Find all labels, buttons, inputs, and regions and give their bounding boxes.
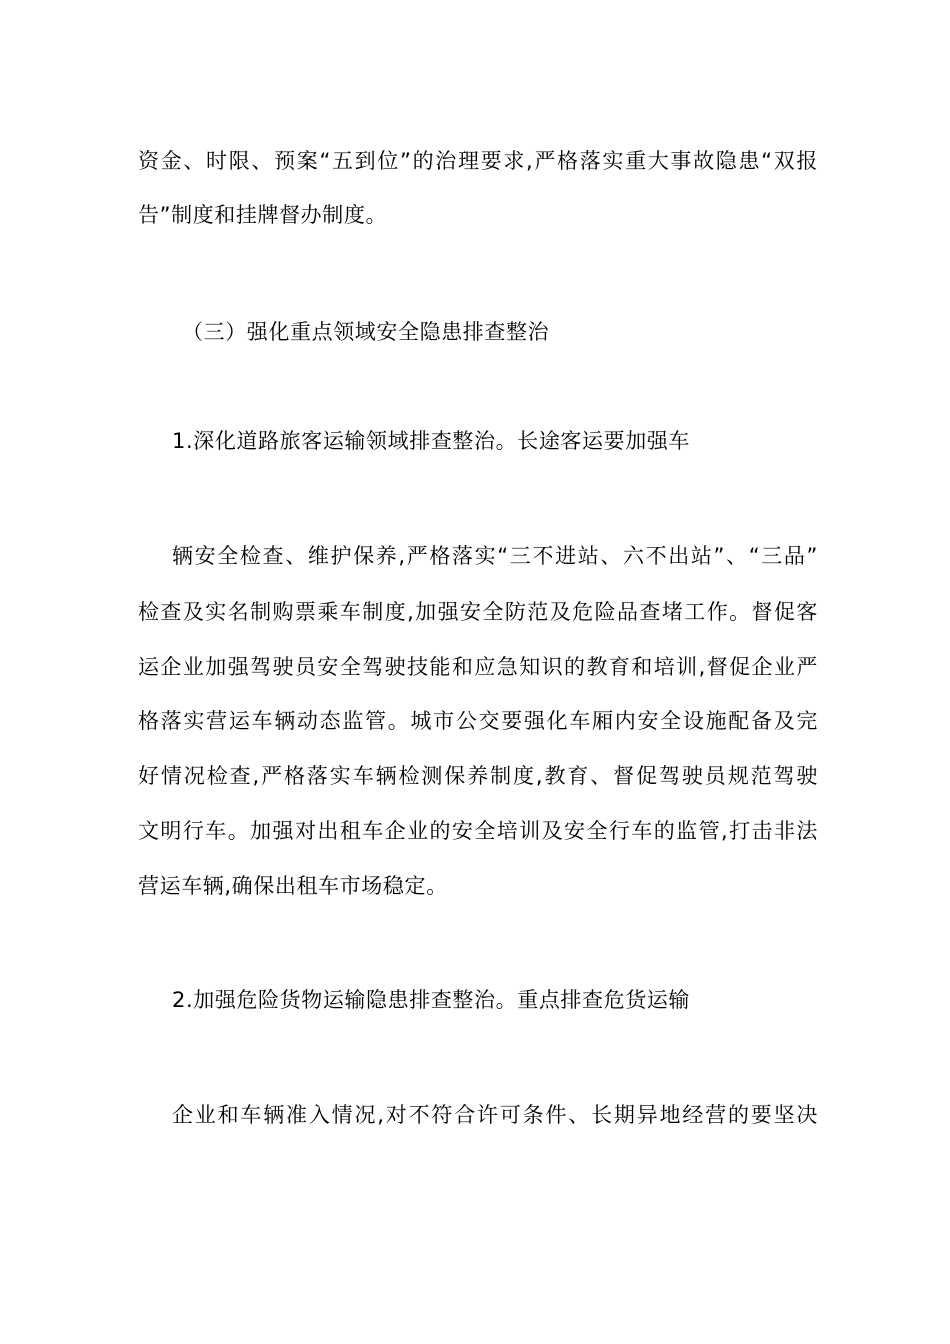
paragraph-line: 辆安全检查、维护保养,严格落实“三不进站、六不出站”、“三品”	[172, 544, 818, 568]
paragraph-line: 格落实营运车辆动态监管。城市公交要强化车厢内安全设施配备及完	[138, 709, 818, 733]
paragraph-line: 检查及实名制购票乘车制度,加强安全防范及危险品查堵工作。督促客	[138, 600, 818, 624]
subsection-heading: 1.深化道路旅客运输领域排查整治。长途客运要加强车	[172, 429, 691, 453]
paragraph-line: 运企业加强驾驶员安全驾驶技能和应急知识的教育和培训,督促企业严	[138, 655, 818, 679]
paragraph-line: 文明行车。加强对出租车企业的安全培训及安全行车的监管,打击非法	[138, 819, 818, 843]
paragraph-line: 资金、时限、预案“五到位”的治理要求,严格落实重大事故隐患“双报	[138, 149, 818, 173]
paragraph-line: 好情况检查,严格落实车辆检测保养制度,教育、督促驾驶员规范驾驶	[138, 764, 818, 788]
paragraph-line: 营运车辆,确保出租车市场稳定。	[138, 874, 448, 898]
paragraph-line: 告”制度和挂牌督办制度。	[138, 203, 388, 227]
section-heading: （三）强化重点领域安全隐患排查整治	[182, 320, 550, 344]
paragraph-line: 企业和车辆准入情况,对不符合许可条件、长期异地经营的要坚决	[172, 1103, 818, 1127]
subsection-heading: 2.加强危险货物运输隐患排查整治。重点排查危货运输	[172, 988, 691, 1012]
